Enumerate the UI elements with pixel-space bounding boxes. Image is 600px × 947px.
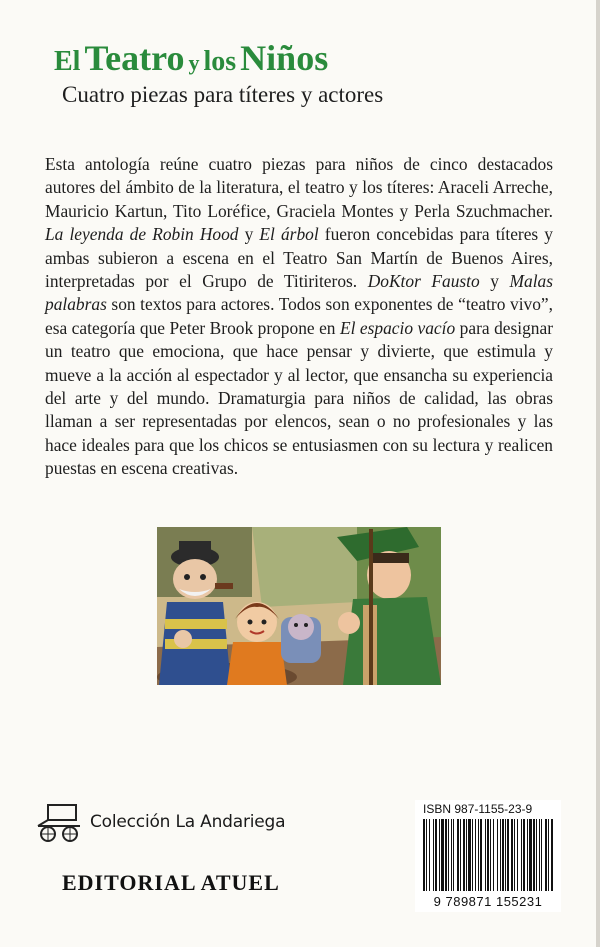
barcode-bar [466, 819, 467, 891]
illustration-art [157, 527, 441, 685]
barcode-bar [523, 819, 525, 891]
title-word-teatro: Teatro [84, 38, 185, 78]
title-word-los: los [203, 46, 237, 77]
title-word-y: y [188, 50, 200, 75]
barcode-bar [423, 819, 425, 891]
synopsis-text-4: y [479, 271, 510, 292]
barcode-bars [421, 819, 555, 893]
title-el-arbol: El árbol [259, 224, 319, 245]
barcode-bar [517, 819, 518, 891]
barcode-bar [493, 819, 494, 891]
barcode-bar [521, 819, 522, 891]
barcode-bar [539, 819, 540, 891]
barcode-bar [480, 819, 482, 891]
barcode-bar [497, 819, 498, 891]
barcode-bar [433, 819, 434, 891]
ean-number: 9 789871 155231 [433, 894, 543, 909]
title-robin-hood: La leyenda de Robin Hood [45, 224, 239, 245]
title-word-ninos: Niños [240, 38, 329, 78]
barcode-bar [451, 819, 452, 891]
barcode-bar [429, 819, 430, 891]
barcode-bar [448, 819, 449, 891]
cart-logo-icon [36, 802, 82, 842]
barcode-bar [502, 819, 504, 891]
barcode-block [415, 800, 561, 912]
barcode-bar [468, 819, 471, 891]
barcode-bar [514, 819, 515, 891]
publisher-name: EDITORIAL ATUEL [62, 870, 280, 895]
title-espacio-vacio: El espacio vacío [339, 317, 456, 338]
barcode-bar [533, 819, 535, 891]
isbn-number: ISBN 987-1155-23-9 [423, 802, 533, 816]
barcode-bar [536, 819, 537, 891]
barcode-bar [445, 819, 447, 891]
book-title [54, 40, 328, 76]
barcode-bar [511, 819, 513, 891]
collection-line [36, 798, 285, 846]
synopsis-text-3: fueron concebidas para títeres y ambas subieron a escena en el Teatro San Martín de Buenos Aires, interpretadas por el Grupo de Titiriteros. [45, 224, 554, 292]
title-word-el: El [54, 46, 81, 77]
barcode-bar [500, 819, 501, 891]
barcode-bar [529, 819, 532, 891]
barcode-bar [541, 819, 542, 891]
synopsis-paragraph [45, 153, 553, 481]
collection-name: Colección La Andariega [90, 812, 286, 832]
barcode-bar [507, 819, 509, 891]
title-malas-palabras: Malas palabras [45, 271, 553, 315]
barcode-bar [548, 819, 549, 891]
barcode-bar [545, 819, 547, 891]
barcode-bar [487, 819, 489, 891]
barcode-bar [490, 819, 491, 891]
synopsis-text-2: y [238, 224, 260, 245]
synopsis-text-6: para designar un teatro que emociona, que hace pensar y divierte, que estimula y mueve a la acción al espectador y al lector, que ensancha su experiencia del arte y del mundo. Dramaturgia para niños de calidad, las obras llaman a ser representadas por elencos, sean o no profesionales y las hace ideales para que los chicos se entusiasmen con su lectura y realicen puestas en escena creativas. [45, 317, 553, 479]
title-doktor-fausto: DoKtor Fausto [367, 271, 480, 292]
barcode-bar [435, 819, 437, 891]
barcode-bar [426, 819, 427, 891]
barcode-bar [439, 819, 440, 891]
barcode-bar [475, 819, 476, 891]
book-subtitle: Cuatro piezas para títeres y actores [62, 82, 384, 107]
barcode-bar [485, 819, 486, 891]
barcode-bar [551, 819, 553, 891]
cover-edge [596, 0, 600, 947]
puppet-theatre-illustration [157, 527, 441, 685]
barcode-bar [463, 819, 465, 891]
barcode-bar [505, 819, 506, 891]
synopsis-text-1: Esta antología reúne cuatro piezas para niños de cinco destacados autores del ámbito de la literatura, el teatro y los títeres: Araceli Arreche, Mauricio Kartun, Tito Loréfice, Graciela Montes y Perla Szuchmacher. [45, 154, 553, 221]
barcode-bar [457, 819, 459, 891]
barcode-bar [441, 819, 444, 891]
barcode-bar [453, 819, 454, 891]
synopsis-text-5: son textos para actores. Todos son exponentes de “teatro vivo”, esa categoría que Peter Brook propone en [45, 294, 553, 338]
barcode-bar [527, 819, 528, 891]
barcode-bar [478, 819, 479, 891]
barcode-bar [472, 819, 473, 891]
barcode-bar [460, 819, 461, 891]
